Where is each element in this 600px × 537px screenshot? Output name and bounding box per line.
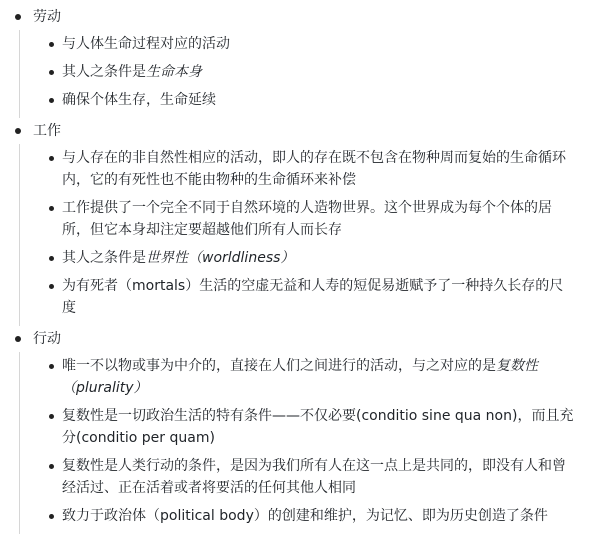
- bullet-icon[interactable]: [49, 156, 54, 161]
- bullet-icon[interactable]: [49, 414, 54, 419]
- list-item[interactable]: [20, 86, 600, 114]
- item-text: 其人之条件是: [62, 250, 146, 266]
- bullet-icon[interactable]: [15, 14, 21, 20]
- section-action: [0, 326, 600, 534]
- item-text: 与人存在的非自然性相应的活动，即人的存在既不包含在物种周而复始的生命循环内，它的有死性也不能由物种的生命循环来补偿: [62, 150, 566, 188]
- outline-item-level1[interactable]: [0, 4, 600, 30]
- item-emphasis: 复数性（plurality）: [62, 358, 538, 396]
- bullet-icon[interactable]: [49, 464, 54, 469]
- outline-item-level1[interactable]: [0, 118, 600, 144]
- section-work: [0, 118, 600, 326]
- outline-item-level1[interactable]: [0, 326, 600, 352]
- item-emphasis: 生命本身: [146, 64, 202, 80]
- item-text: 致力于政治体（political body）的创建和维护，为记忆、即为历史创造了条件: [62, 508, 548, 524]
- section-title: 工作: [33, 123, 61, 139]
- item-text: 工作提供了一个完全不同于自然环境的人造物世界。这个世界成为每个个体的居所，但它本身却注定要超越他们所有人而长存: [62, 200, 552, 238]
- item-text: 确保个体生存，生命延续: [62, 92, 216, 108]
- bullet-icon[interactable]: [49, 256, 54, 261]
- list-item[interactable]: [20, 402, 600, 452]
- list-item[interactable]: [20, 30, 600, 58]
- list-item[interactable]: [20, 502, 600, 530]
- list-item[interactable]: [20, 194, 600, 244]
- outline: [0, 4, 600, 534]
- item-text: 唯一不以物或事为中介的，直接在人们之间进行的活动，与之对应的是: [62, 358, 496, 374]
- bullet-icon[interactable]: [15, 128, 21, 134]
- child-list: [19, 30, 600, 118]
- item-text: 其人之条件是: [62, 64, 146, 80]
- bullet-icon[interactable]: [49, 42, 54, 47]
- bullet-icon[interactable]: [49, 70, 54, 75]
- section-title: 行动: [33, 331, 61, 347]
- bullet-icon[interactable]: [49, 98, 54, 103]
- list-item[interactable]: [20, 272, 600, 322]
- list-item[interactable]: [20, 58, 600, 86]
- section-labor: [0, 4, 600, 118]
- bullet-icon[interactable]: [49, 364, 54, 369]
- bullet-icon[interactable]: [15, 336, 21, 342]
- list-item[interactable]: [20, 244, 600, 272]
- bullet-icon[interactable]: [49, 284, 54, 289]
- list-item[interactable]: [20, 452, 600, 502]
- bullet-icon[interactable]: [49, 514, 54, 519]
- item-text: 为有死者（mortals）生活的空虚无益和人寿的短促易逝赋予了一种持久长存的尺度: [62, 278, 564, 316]
- bullet-icon[interactable]: [49, 206, 54, 211]
- item-text: 复数性是一切政治生活的特有条件——不仅必要(conditio sine qua non)，而且充分(conditio per quam): [62, 408, 574, 446]
- item-text: 与人体生命过程对应的活动: [62, 36, 230, 52]
- list-item[interactable]: [20, 144, 600, 194]
- item-text: 复数性是人类行动的条件，是因为我们所有人在这一点上是共同的，即没有人和曾经活过、正在活着或者将要活的任何其他人相同: [62, 458, 566, 496]
- item-emphasis: 世界性（worldliness）: [146, 250, 295, 266]
- child-list: [19, 352, 600, 534]
- section-title: 劳动: [33, 9, 61, 25]
- child-list: [19, 144, 600, 326]
- list-item[interactable]: [20, 352, 600, 402]
